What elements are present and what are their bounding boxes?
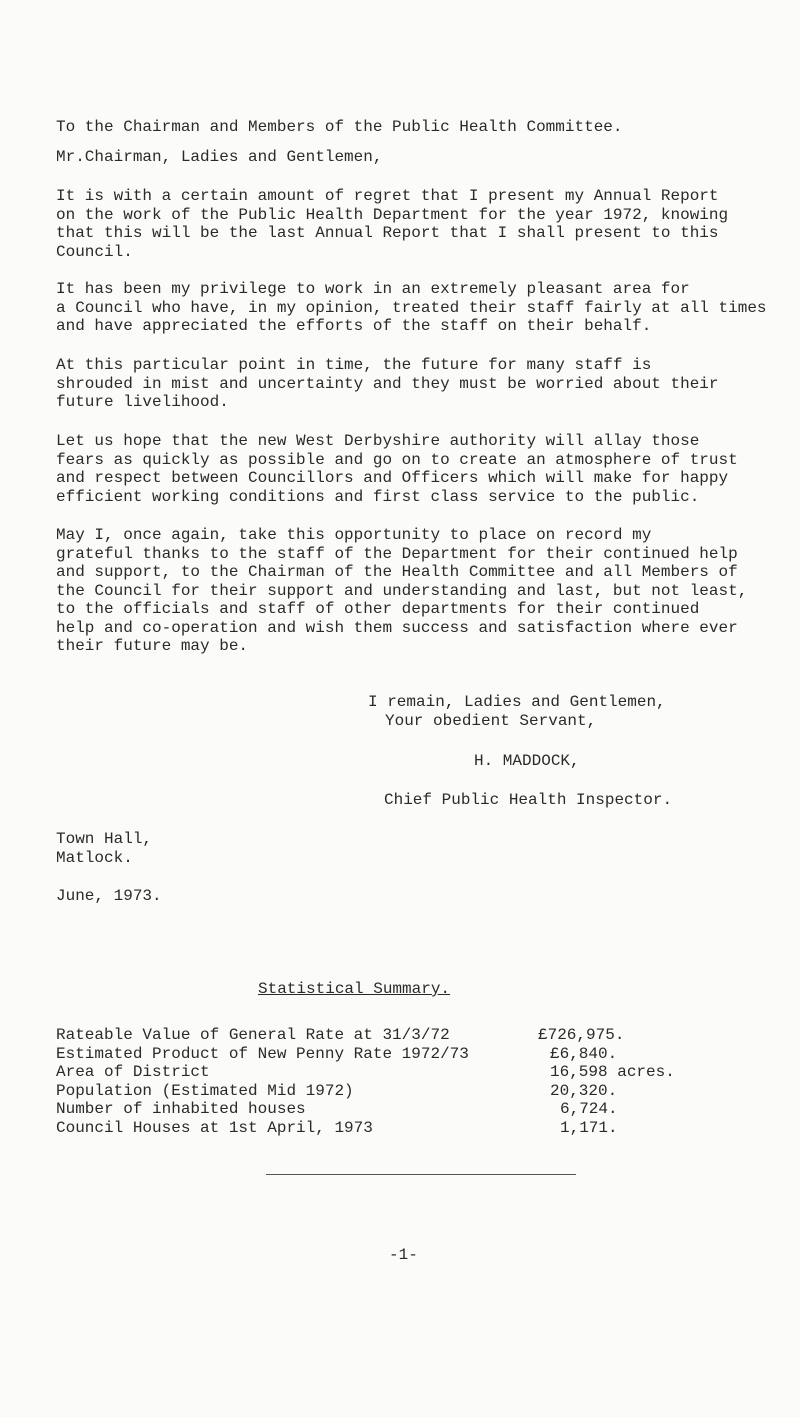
address-place: Town Hall, — [56, 830, 153, 848]
address-line: To the Chairman and Members of the Public Health Committee. — [56, 118, 623, 136]
closing-remain: I remain, Ladies and Gentlemen, — [368, 693, 666, 711]
table-row: Population (Estimated Mid 1972) 20,320. — [56, 1081, 618, 1100]
table-row: Council Houses at 1st April, 1973 1,171. — [56, 1118, 618, 1137]
closing-servant: Your obedient Servant, — [385, 712, 597, 730]
salutation: Mr.Chairman, Ladies and Gentlemen, — [56, 148, 383, 166]
closing-block — [368, 693, 666, 743]
paragraph-2: It has been my privilege to work in an extremely pleasant area for a Council who have, in my opinion, treated their staff fairly at all times and have appreciated the efforts of the staff on their behalf. — [56, 280, 767, 335]
table-row: Area of District 16,598 acres. — [56, 1063, 675, 1081]
report-date: June, 1973. — [56, 887, 162, 905]
divider-rule — [266, 1174, 576, 1175]
page-number: -1- — [389, 1246, 418, 1264]
table-row: Number of inhabited houses 6,724. — [56, 1100, 618, 1118]
paragraph-4: Let us hope that the new West Derbyshire authority will allay those fears as quickly as possible and go on to create an atmosphere of trust and respect between Councillors and Officers which will make for happy efficient working conditions and first class service to the public. — [56, 432, 738, 506]
summary-title: Statistical Summary. — [258, 980, 451, 998]
table-row: Estimated Product of New Penny Rate 1972/73 £6,840. — [56, 1044, 618, 1063]
paragraph-1: It is with a certain amount of regret that I present my Annual Report on the work of the Public Health Department for the year 1972, knowing that this will be the last Annual Report that I shall present to this Council. — [56, 187, 729, 261]
address-town: Matlock. — [56, 849, 133, 867]
address-block — [56, 830, 162, 906]
table-row: Rateable Value of General Rate at 31/3/72 £726,975. — [56, 1026, 625, 1044]
signatory-title: Chief Public Health Inspector. — [384, 791, 673, 809]
paragraph-5: May I, once again, take this opportunity to place on record my grateful thanks to the staff of the Department for their continued help and support, to the Chairman of the Health Committee and all Members of the Council for their support and understanding and last, but not least, to the officials and staff of other departments for their continued help and co-operation and wish them success and satisfaction where ever their future may be. — [56, 526, 748, 655]
paragraph-3: At this particular point in time, the future for many staff is shrouded in mist and uncertainty and they must be worried about their future livelihood. — [56, 356, 719, 411]
statistical-summary-table — [56, 1026, 776, 1137]
signatory-name: H. MADDOCK, — [474, 752, 580, 770]
